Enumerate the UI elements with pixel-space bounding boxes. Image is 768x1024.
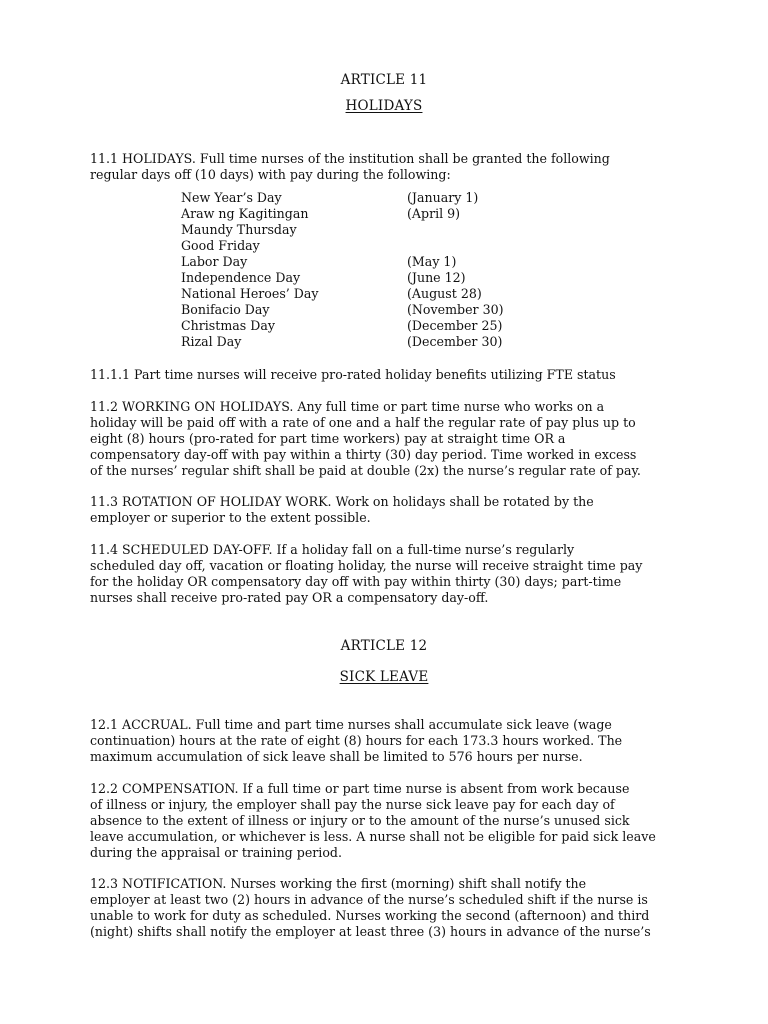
holiday-row: [181, 238, 561, 254]
paragraph-line: 11.4 SCHEDULED DAY-OFF. If a holiday fall on a full-time nurse’s regularly: [90, 542, 575, 557]
holiday-date: (August 28): [407, 286, 482, 301]
paragraph-line: of the nurses’ regular shift shall be paid at double (2x) the nurse’s regular rate of pay.: [90, 463, 641, 478]
paragraph-line: 12.3 NOTIFICATION. Nurses working the first (morning) shift shall notify the: [90, 876, 587, 891]
holiday-name: New Year’s Day: [181, 190, 282, 205]
paragraph-line: unable to work for duty as scheduled. Nurses working the second (afternoon) and third: [90, 908, 650, 923]
holiday-row: [181, 206, 561, 222]
paragraph-line: 11.2 WORKING ON HOLIDAYS. Any full time or part time nurse who works on a: [90, 399, 605, 414]
holiday-name: Bonifacio Day: [181, 302, 270, 317]
paragraph-line: maximum accumulation of sick leave shall be limited to 576 hours per nurse.: [90, 749, 583, 764]
paragraph-line: 11.1 HOLIDAYS. Full time nurses of the institution shall be granted the following: [90, 151, 610, 166]
article-11-title: ARTICLE 11: [340, 72, 428, 88]
paragraph-line: 12.1 ACCRUAL. Full time and part time nurses shall accumulate sick leave (wage: [90, 717, 612, 732]
holiday-date: (December 30): [407, 334, 503, 349]
holiday-row: [181, 302, 561, 318]
holiday-name: Labor Day: [181, 254, 248, 269]
paragraph-line: employer or superior to the extent possible.: [90, 510, 371, 525]
holiday-name: Good Friday: [181, 238, 260, 253]
paragraph-line: 12.2 COMPENSATION. If a full time or part time nurse is absent from work because: [90, 781, 630, 796]
paragraph-line: absence to the extent of illness or injury or to the amount of the nurse’s unused sick: [90, 813, 630, 828]
paragraph-line: employer at least two (2) hours in advance of the nurse’s scheduled shift if the nurse is: [90, 892, 648, 907]
holiday-date: (June 12): [407, 270, 466, 285]
paragraph-line: continuation) hours at the rate of eight (8) hours for each 173.3 hours worked. The: [90, 733, 623, 748]
holiday-date: (January 1): [407, 190, 479, 205]
holiday-date: (December 25): [407, 318, 503, 333]
section-11-4: [90, 542, 690, 606]
holiday-name: Araw ng Kagitingan: [181, 206, 309, 221]
holiday-row: [181, 254, 561, 270]
holiday-date: [407, 222, 557, 238]
section-11-1-1: [90, 367, 690, 383]
holiday-row: [181, 286, 561, 302]
holiday-name: Rizal Day: [181, 334, 242, 349]
paragraph-line: of illness or injury, the employer shall pay the nurse sick leave pay for each day of: [90, 797, 615, 812]
holiday-row: [181, 334, 561, 350]
paragraph-line: (night) shifts shall notify the employer at least three (3) hours in advance of the nurse’s: [90, 924, 651, 939]
holiday-name: National Heroes’ Day: [181, 286, 319, 301]
section-12-1: [90, 717, 690, 765]
paragraph-line: leave accumulation, or whichever is less. A nurse shall not be eligible for paid sick leave: [90, 829, 656, 844]
holiday-name: Maundy Thursday: [181, 222, 297, 237]
section-12-3: [90, 876, 690, 940]
holiday-date: (November 30): [407, 302, 504, 317]
article-11-subtitle: HOLIDAYS: [345, 98, 423, 114]
paragraph-line: nurses shall receive pro-rated pay OR a compensatory day-off.: [90, 590, 489, 605]
paragraph-line: 11.1.1 Part time nurses will receive pro-rated holiday benefits utilizing FTE status: [90, 367, 616, 382]
paragraph-line: during the appraisal or training period.: [90, 845, 342, 860]
section-11-2: [90, 399, 690, 479]
section-11-3: [90, 494, 690, 526]
holiday-row: [181, 190, 561, 206]
holiday-date: [407, 238, 557, 254]
section-12-2: [90, 781, 690, 861]
paragraph-line: 11.3 ROTATION OF HOLIDAY WORK. Work on holidays shall be rotated by the: [90, 494, 594, 509]
paragraph-line: scheduled day off, vacation or floating holiday, the nurse will receive straight time pay: [90, 558, 643, 573]
holiday-row: [181, 222, 561, 238]
holiday-name: Independence Day: [181, 270, 301, 285]
paragraph-line: regular days off (10 days) with pay during the following:: [90, 167, 451, 182]
holiday-date: (May 1): [407, 254, 457, 269]
article-12-title: ARTICLE 12: [340, 638, 428, 654]
paragraph-line: for the holiday OR compensatory day off with pay within thirty (30) days; part-time: [90, 574, 622, 589]
paragraph-line: eight (8) hours (pro-rated for part time workers) pay at straight time OR a: [90, 431, 566, 446]
holiday-date: (April 9): [407, 206, 461, 221]
holiday-row: [181, 270, 561, 286]
paragraph-line: holiday will be paid off with a rate of one and a half the regular rate of pay plus up to: [90, 415, 636, 430]
holiday-list: [181, 190, 561, 350]
holiday-name: Christmas Day: [181, 318, 275, 333]
section-11-1: [90, 151, 690, 183]
paragraph-line: compensatory day-off with pay within a thirty (30) day period. Time worked in excess: [90, 447, 637, 462]
holiday-row: [181, 318, 561, 334]
article-12-subtitle: SICK LEAVE: [339, 669, 429, 685]
